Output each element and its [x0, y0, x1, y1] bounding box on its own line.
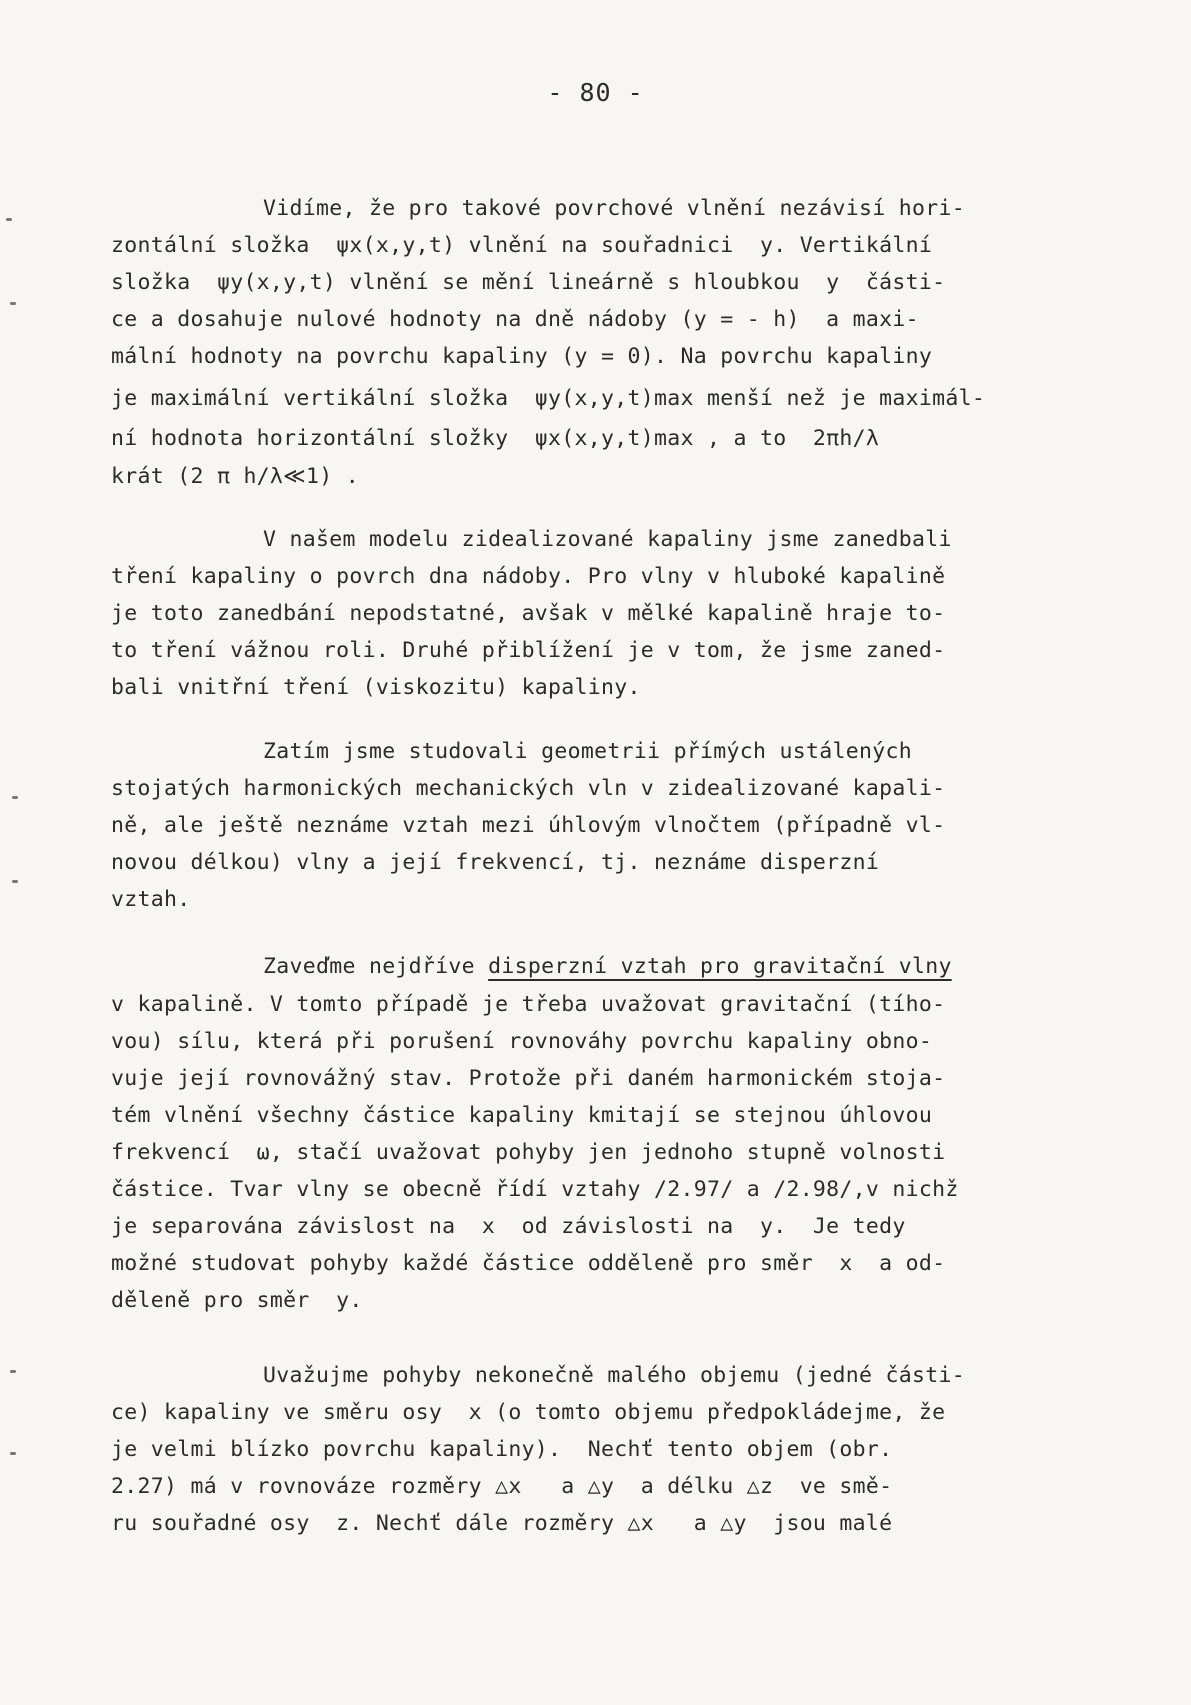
underlined-term: disperzní vztah pro gravitační vlny	[488, 954, 952, 979]
margin-speck	[10, 1452, 16, 1455]
margin-speck	[6, 218, 12, 221]
text-line: frekvencí ω, stačí uvažovat pohyby jen jednoho stupně volnosti	[111, 1140, 946, 1165]
text-line: mální hodnoty na povrchu kapaliny (y = 0). Na povrchu kapaliny	[111, 344, 933, 369]
text-line: je toto zanedbání nepodstatné, avšak v mělké kapalině hraje to-	[111, 601, 946, 626]
text-line: děleně pro směr y.	[111, 1288, 363, 1313]
text-line: ně, ale ještě neznáme vztah mezi úhlovým vlnočtem (případně vl-	[111, 813, 946, 838]
text-line: částice. Tvar vlny se obecně řídí vztahy /2.97/ a /2.98/,v nichž	[111, 1177, 959, 1202]
margin-speck	[10, 302, 16, 305]
text-line: novou délkou) vlny a její frekvencí, tj. neznáme disperzní	[111, 850, 880, 875]
margin-speck	[12, 880, 18, 883]
text-line: je separována závislost na x od závislosti na y. Je tedy	[111, 1214, 906, 1239]
text-line: Vidíme, že pro takové povrchové vlnění nezávisí hori-	[263, 196, 965, 221]
text-line: možné studovat pohyby každé částice odděleně pro směr x a od-	[111, 1251, 946, 1276]
text-line: tření kapaliny o povrch dna nádoby. Pro vlny v hluboké kapalině	[111, 564, 946, 589]
text-line: Zatím jsme studovali geometrii přímých ustálených	[263, 739, 912, 764]
text-line: tém vlnění všechny částice kapaliny kmitají se stejnou úhlovou	[111, 1103, 933, 1128]
text-line: vuje její rovnovážný stav. Protože při daném harmonickém stoja-	[111, 1066, 946, 1091]
text-line: ce a dosahuje nulové hodnoty na dně nádoby (y = - h) a maxi-	[111, 307, 919, 332]
text-line: ní hodnota horizontální složky ψx(x,y,t)max , a to 2πh/λ	[111, 426, 880, 451]
text-span: Zaveďme nejdříve	[263, 954, 489, 979]
text-line: krát (2 π h/λ≪1) .	[111, 464, 359, 489]
text-line: ru souřadné osy z. Nechť dále rozměry △x a △y jsou malé	[111, 1511, 893, 1536]
text-line: 2.27) má v rovnováze rozměry △x a △y a délku △z ve smě-	[111, 1474, 893, 1499]
text-line: V našem modelu zidealizované kapaliny jsme zanedbali	[263, 527, 952, 552]
text-line	[263, 952, 952, 982]
margin-speck	[12, 796, 18, 799]
text-line: vou) sílu, která při porušení rovnováhy povrchu kapaliny obno-	[111, 1029, 933, 1054]
page-number: - 80 -	[547, 78, 644, 107]
text-line: vztah.	[111, 887, 191, 912]
text-line: stojatých harmonických mechanických vln v zidealizované kapali-	[111, 776, 946, 801]
text-line: v kapalině. V tomto případě je třeba uvažovat gravitační (tího-	[111, 992, 946, 1017]
text-line: je velmi blízko povrchu kapaliny). Nechť tento objem (obr.	[111, 1437, 893, 1462]
margin-speck	[10, 1370, 16, 1373]
text-line: Uvažujme pohyby nekonečně malého objemu (jedné části-	[263, 1363, 965, 1388]
text-line: zontální složka ψx(x,y,t) vlnění na souřadnici y. Vertikální	[111, 233, 933, 258]
text-line: bali vnitřní tření (viskozitu) kapaliny.	[111, 675, 641, 700]
text-line: ce) kapaliny ve směru osy x (o tomto objemu předpokládejme, že	[111, 1400, 946, 1425]
text-line: složka ψy(x,y,t) vlnění se mění lineárně s hloubkou y části-	[111, 270, 946, 295]
text-line: je maximální vertikální složka ψy(x,y,t)max menší než je maximál-	[111, 386, 986, 411]
text-line: to tření vážnou roli. Druhé přiblížení je v tom, že jsme zaned-	[111, 638, 946, 663]
